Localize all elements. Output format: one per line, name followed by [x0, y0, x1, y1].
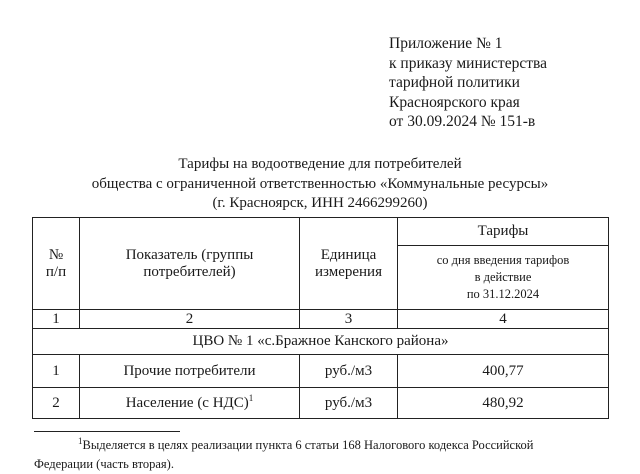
header-indicator: Показатель (группы потребителей): [80, 218, 300, 310]
footnote-line-2: Федерации (часть вторая).: [34, 457, 174, 471]
tariff-table: [32, 217, 609, 419]
footnote-divider: [34, 431, 180, 432]
row-value: 480,92: [398, 388, 609, 419]
title-line-2: общества с ограниченной ответственностью «Коммунальные ресурсы»: [91, 175, 549, 192]
footnote: [34, 436, 610, 474]
row-unit: руб./м3: [300, 355, 398, 388]
column-number: 2: [80, 310, 300, 329]
row-unit: руб./м3: [300, 388, 398, 419]
column-number: 1: [33, 310, 80, 329]
section-row: [33, 329, 609, 355]
appendix-line-5: от 30.09.2024 № 151-в: [389, 113, 536, 130]
header-number: № п/п: [33, 218, 80, 310]
table-row: [33, 388, 609, 419]
footnote-mark: 1: [78, 435, 83, 446]
footnote-line-1: Выделяется в целях реализации пункта 6 статьи 168 Налогового кодекса Российской: [82, 438, 534, 452]
appendix-line-1: Приложение № 1: [389, 35, 503, 52]
row-name: Население (с НДС)$^1$: [80, 388, 300, 419]
title-line-3: (г. Красноярск, ИНН 2466299260): [212, 195, 428, 211]
column-number: 3: [300, 310, 398, 329]
section-title: ЦВО № 1 «с.Бражное Канского района»: [33, 329, 609, 355]
row-number: 1: [33, 355, 80, 388]
column-number-row: [33, 310, 609, 329]
column-number: 4: [398, 310, 609, 329]
document-title: [0, 155, 640, 214]
header-period: со дня введения тарифов в действие по 31.12.2024: [398, 246, 609, 310]
appendix-line-4: Красноярского края: [389, 93, 520, 111]
table-row: [33, 355, 609, 388]
title-line-1: Тарифы на водоотведение для потребителей: [178, 156, 462, 172]
row-value: 400,77: [398, 355, 609, 388]
appendix-line-2: к приказу министерства: [389, 54, 547, 72]
row-number: 2: [33, 388, 80, 419]
appendix-header: [389, 34, 547, 132]
row-name: Прочие потребители: [80, 355, 300, 388]
header-tariffs: Тарифы: [398, 218, 609, 246]
footnote-reference: 1: [248, 392, 254, 403]
header-unit: Единица измерения: [300, 218, 398, 310]
appendix-line-3: тарифной политики: [389, 74, 520, 91]
